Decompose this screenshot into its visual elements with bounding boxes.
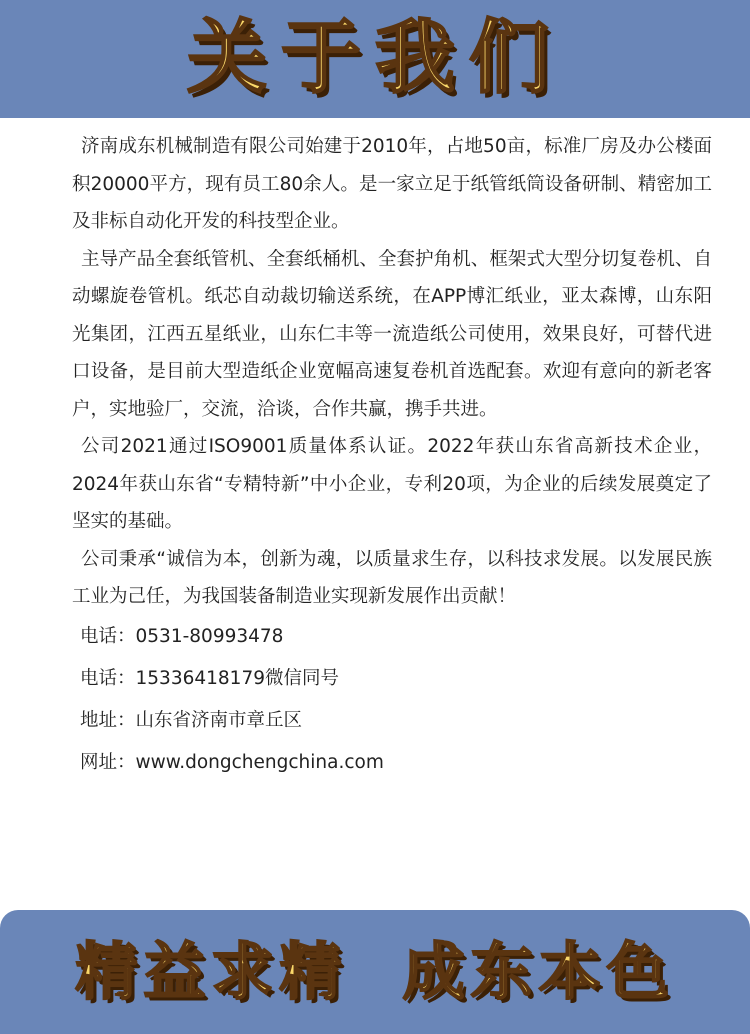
contact-phone-2-label: 电话： [80, 667, 136, 689]
contact-website [72, 742, 712, 784]
contact-website-value[interactable]: www.dongchengchina.com [135, 751, 384, 773]
content-area [72, 128, 712, 784]
page-title: 关于我们 [187, 11, 563, 104]
footer-slogan: 精益求精 成东本色 [75, 935, 675, 1008]
contact-phone-1-label: 电话： [80, 625, 136, 647]
intro-paragraph-2: 主导产品全套纸管机、全套纸桶机、全套护角机、框架式大型分切复卷机、自动螺旋卷管机。纸芯自动裁切输送系统，在APP博汇纸业，亚太森博，山东阳光集团，江西五星纸业，山东仁丰等一流造纸公司使用，效果良好，可替代进口设备，是目前大型造纸企业宽幅高速复卷机首选配套。欢迎有意向的新老客户，实地验厂，交流，洽谈，合作共赢，携手共进。 [72, 248, 712, 420]
contact-address-label: 地址： [80, 709, 136, 731]
contact-phone-1 [72, 616, 712, 658]
contact-phone-2-value: 15336418179微信同号 [135, 667, 339, 689]
contact-phone-1-value: 0531-80993478 [135, 625, 284, 647]
contact-address [72, 700, 712, 742]
contact-address-value: 山东省济南市章丘区 [135, 709, 303, 731]
intro-paragraph-1: 济南成东机械制造有限公司始建于2010年，占地50亩，标准厂房及办公楼面积20000平方，现有员工80余人。是一家立足于纸管纸筒设备研制、精密加工及非标自动化开发的科技型企业。 [72, 136, 712, 232]
contact-website-label: 网址： [80, 751, 136, 773]
intro-paragraph-4: 公司秉承“诚信为本，创新为魂，以质量求生存，以科技求发展。以发展民族工业为己任，为我国装备制造业实现新发展作出贡献！ [72, 548, 712, 607]
contact-phone-2 [72, 658, 712, 700]
intro-paragraph-3: 公司2021通过ISO9001质量体系认证。2022年获山东省高新技术企业，2024年获山东省“专精特新”中小企业，专利20项，为企业的后续发展奠定了坚实的基础。 [72, 436, 712, 532]
